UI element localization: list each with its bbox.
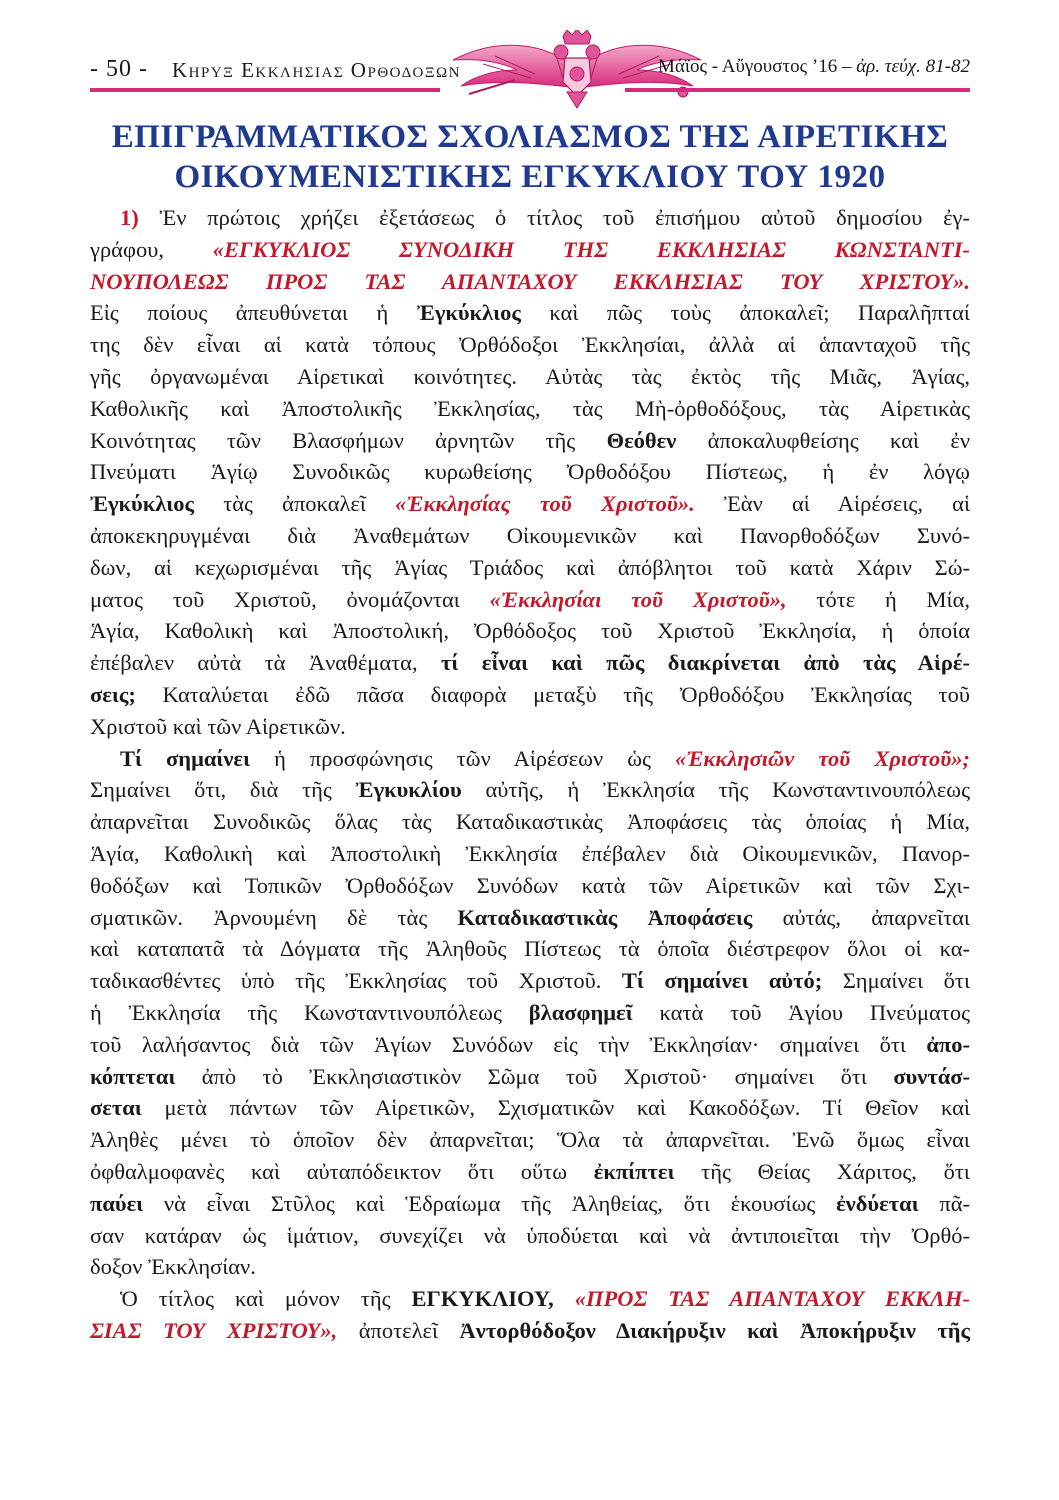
p1-line: Ἁγία, Καθολικὴ καὶ Ἀποστολική, Ὀρθόδοξος τοῦ Χριστοῦ Ἐκκλησία, ἡ ὁποία	[90, 618, 970, 644]
p1-line: Χριστοῦ καὶ τῶν Αἱρετικῶν.	[90, 713, 346, 739]
p2-line: κόπτεται ἀπὸ τὸ Ἐκκλησιαστικὸν Σῶμα τοῦ Χριστοῦ· σημαίνει ὅτι συντάσ-	[90, 1063, 970, 1089]
p3-line: ΣΙΑΣ ΤΟΥ ΧΡΙΣΤΟΥ», ἀποτελεῖ Ἀντορθόδοξον Διακήρυξιν καὶ Ἀποκήρυξιν τῆς	[90, 1317, 970, 1343]
p1-line: Κοινότητας τῶν Βλασφήμων ἀρνητῶν τῆς Θεόθεν ἀποκαλυφθείσης καὶ ἐν	[90, 427, 970, 453]
page-number: - 50 -	[90, 56, 148, 82]
p1-line: ἀποκεκηρυγμέναι διὰ Ἀναθεμάτων Οἰκουμενικῶν καὶ Πανορθοδόξων Συνό-	[90, 522, 970, 548]
p2-line: τοῦ λαλήσαντος διὰ τῶν Ἁγίων Συνόδων εἰς τὴν Ἐκκλησίαν· σημαίνει ὅτι ἀπο-	[90, 1031, 970, 1057]
p2-line: δοξον Ἐκκλησίαν.	[90, 1254, 256, 1280]
p2-line: ταδικασθέντες ὑπὸ τῆς Ἐκκλησίας τοῦ Χριστοῦ. Τί σημαίνει αὐτό; Σημαίνει ὅτι	[90, 968, 971, 994]
p1-line: Ἐγκύκλιος τὰς ἀποκαλεῖ «Ἐκκλησίας τοῦ Χριστοῦ». Ἐὰν αἱ Αἱρέσεις, αἱ	[90, 491, 970, 517]
issue-number: ἀρ. τεύχ. 81-82	[856, 56, 970, 77]
p2-line: ἡ Ἐκκλησία τῆς Κωνσταντινουπόλεως βλασφημεῖ κατὰ τοῦ Ἁγίου Πνεύματος	[90, 999, 970, 1025]
p2-line: σματικῶν. Ἀρνουμένη δὲ τὰς Καταδικαστικὰς Ἀποφάσεις αὐτάς, ἀπαρνεῖται	[90, 904, 970, 930]
title-line-1: ΕΠΙΓΡΑΜΜΑΤΙΚΟΣ ΣΧΟΛΙΑΣΜΟΣ ΤΗΣ ΑΙΡΕΤΙΚΗΣ	[111, 119, 949, 155]
p2-line: Ἁγία, Καθολικὴ καὶ Ἀποστολικὴ Ἐκκλησία ἐπέβαλεν διὰ Οἰκουμενικῶν, Πανορ-	[90, 840, 970, 866]
p2-line: ὀφθαλμοφανὲς καὶ αὐταπόδεικτον ὅτι οὕτω ἐκπίπτει τῆς Θείας Χάριτος, ὅτι	[90, 1158, 970, 1184]
p1-line: Καθολικῆς καὶ Ἀποστολικῆς Ἐκκλησίας, τὰς Μὴ-ὀρθοδόξους, τὰς Αἱρετικὰς	[90, 395, 970, 421]
p2-line: Ἀληθὲς μένει τὸ ὁποῖον δὲν ἀπαρνεῖται; Ὅλα τὰ ἀπαρνεῖται. Ἐνῶ ὅμως εἶναι	[90, 1127, 970, 1153]
header-rule-left	[90, 88, 440, 92]
p1-line: ματος τοῦ Χριστοῦ, ὀνομάζονται «Ἐκκλησίαι τοῦ Χριστοῦ», τότε ἡ Μία,	[90, 586, 971, 612]
p1-line	[90, 266, 970, 298]
p2-line: σεται μετὰ πάντων τῶν Αἱρετικῶν, Σχισματικῶν καὶ Κακοδόξων. Τί Θεῖον καὶ	[90, 1095, 970, 1121]
page-header	[90, 30, 970, 110]
title-line-2: ΟΙΚΟΥΜΕΝΙΣΤΙΚΗΣ ΕΓΚΥΚΛΙΟΥ ΤΟΥ 1920	[174, 159, 886, 195]
p2-line: Σημαίνει ὅτι, διὰ τῆς Ἐγκυκλίου αὐτῆς, ἡ Ἐκκλησία τῆς Κωνσταντινουπόλεως	[90, 777, 971, 803]
p2-line: καὶ καταπατᾶ τὰ Δόγματα τῆς Ἀληθοῦς Πίστεως τὰ ὁποῖα διέστρεφον ὅλοι οἱ κα-	[90, 936, 970, 962]
issue-months: Μάϊος - Αὔγουστος ’16 –	[658, 56, 857, 77]
p3-line: Ὁ τίτλος καὶ μόνον τῆς ΕΓΚΥΚΛΙΟΥ, «ΠΡΟΣ ΤΑΣ ΑΠΑΝΤΑΧΟΥ ΕΚΚΛΗ-	[120, 1286, 971, 1312]
issue-info	[658, 56, 970, 78]
p1-line: Εἰς ποίους ἀπευθύνεται ἡ Ἐγκύκλιος καὶ πῶς τοὺς ἀποκαλεῖ; Παραλῆπταί	[90, 300, 970, 326]
journal-title: Κηρυξ Εκκλησιας Ορθοδοξων	[172, 58, 461, 82]
encyclical-title-quote: ΝΟΥΠΟΛΕΩΣ ΠΡΟΣ ΤΑΣ ΑΠΑΝΤΑΧΟΥ ΕΚΚΛΗΣΙΑΣ ΤΟΥ ΧΡΙΣΤΟΥ».	[90, 268, 970, 294]
article-title	[90, 117, 970, 197]
p2-line: παύει νὰ εἶναι Στῦλος καὶ Ἑδραίωμα τῆς Ἀληθείας, ὅτι ἑκουσίως ἐνδύεται πᾶ-	[90, 1190, 970, 1216]
article-body	[90, 202, 970, 1347]
p1-line: 1) Ἐν πρώτοις χρήζει ἐξετάσεως ὁ τίτλος τοῦ ἐπισήμου αὐτοῦ δημοσίου ἐγ-	[120, 205, 970, 230]
p2-line: ἀπαρνεῖται Συνοδικῶς ὅλας τὰς Καταδικαστικὰς Ἀποφάσεις τὰς ὁποίας ἡ Μία,	[90, 809, 970, 835]
p1-line: Πνεύματι Ἁγίῳ Συνοδικῶς κυρωθείσης Ὀρθοδόξου Πίστεως, ἡ ἐν λόγῳ	[90, 459, 970, 485]
p2-line: σαν κατάραν ὡς ἱμάτιον, συνεχίζει νὰ ὑποδύεται καὶ νὰ ἀντιποιεῖται τὴν Ὀρθό-	[90, 1222, 970, 1248]
p1-line: γῆς ὀργανωμέναι Αἱρετικαὶ κοινότητες. Αὐτὰς τὰς ἐκτὸς τῆς Μιᾶς, Ἁγίας,	[90, 363, 970, 389]
p1-line: δων, αἱ κεχωρισμέναι τῆς Ἁγίας Τριάδος καὶ ἀπόβλητοι τοῦ κατὰ Χάριν Σώ-	[90, 554, 970, 580]
p2-line: θοδόξων καὶ Τοπικῶν Ὀρθοδόξων Συνόδων κατὰ τῶν Αἱρετικῶν καὶ τῶν Σχι-	[90, 872, 970, 898]
header-rule-right	[625, 88, 970, 92]
p1-line: σεις; Καταλύεται ἐδῶ πᾶσα διαφορὰ μεταξὺ τῆς Ὀρθοδόξου Ἐκκλησίας τοῦ	[90, 681, 970, 707]
p1-line: της δὲν εἶναι αἱ κατὰ τόπους Ὀρθόδοξοι Ἐκκλησίαι, ἀλλὰ αἱ ἁπανταχοῦ τῆς	[90, 332, 970, 358]
p1-line: γράφου, «ΕΓΚΥΚΛΙΟΣ ΣΥΝΟΔΙΚΗ ΤΗΣ ΕΚΚΛΗΣΙΑΣ ΚΩΝΣΤΑΝΤΙ-	[90, 236, 970, 262]
p1-line: ἐπέβαλεν αὐτὰ τὰ Ἀναθέματα, τί εἶναι καὶ πῶς διακρίνεται ἀπὸ τὰς Αἱρέ-	[90, 650, 970, 676]
encyclical-title-quote: «ΕΓΚΥΚΛΙΟΣ ΣΥΝΟΔΙΚΗ ΤΗΣ ΕΚΚΛΗΣΙΑΣ ΚΩΝΣΤΑΝΤΙ-	[212, 236, 970, 262]
paragraph-number: 1)	[120, 205, 139, 230]
p2-line: Τί σημαίνει ἡ προσφώνησις τῶν Αἱρέσεων ὡς «Ἐκκλησιῶν τοῦ Χριστοῦ»;	[120, 745, 970, 771]
